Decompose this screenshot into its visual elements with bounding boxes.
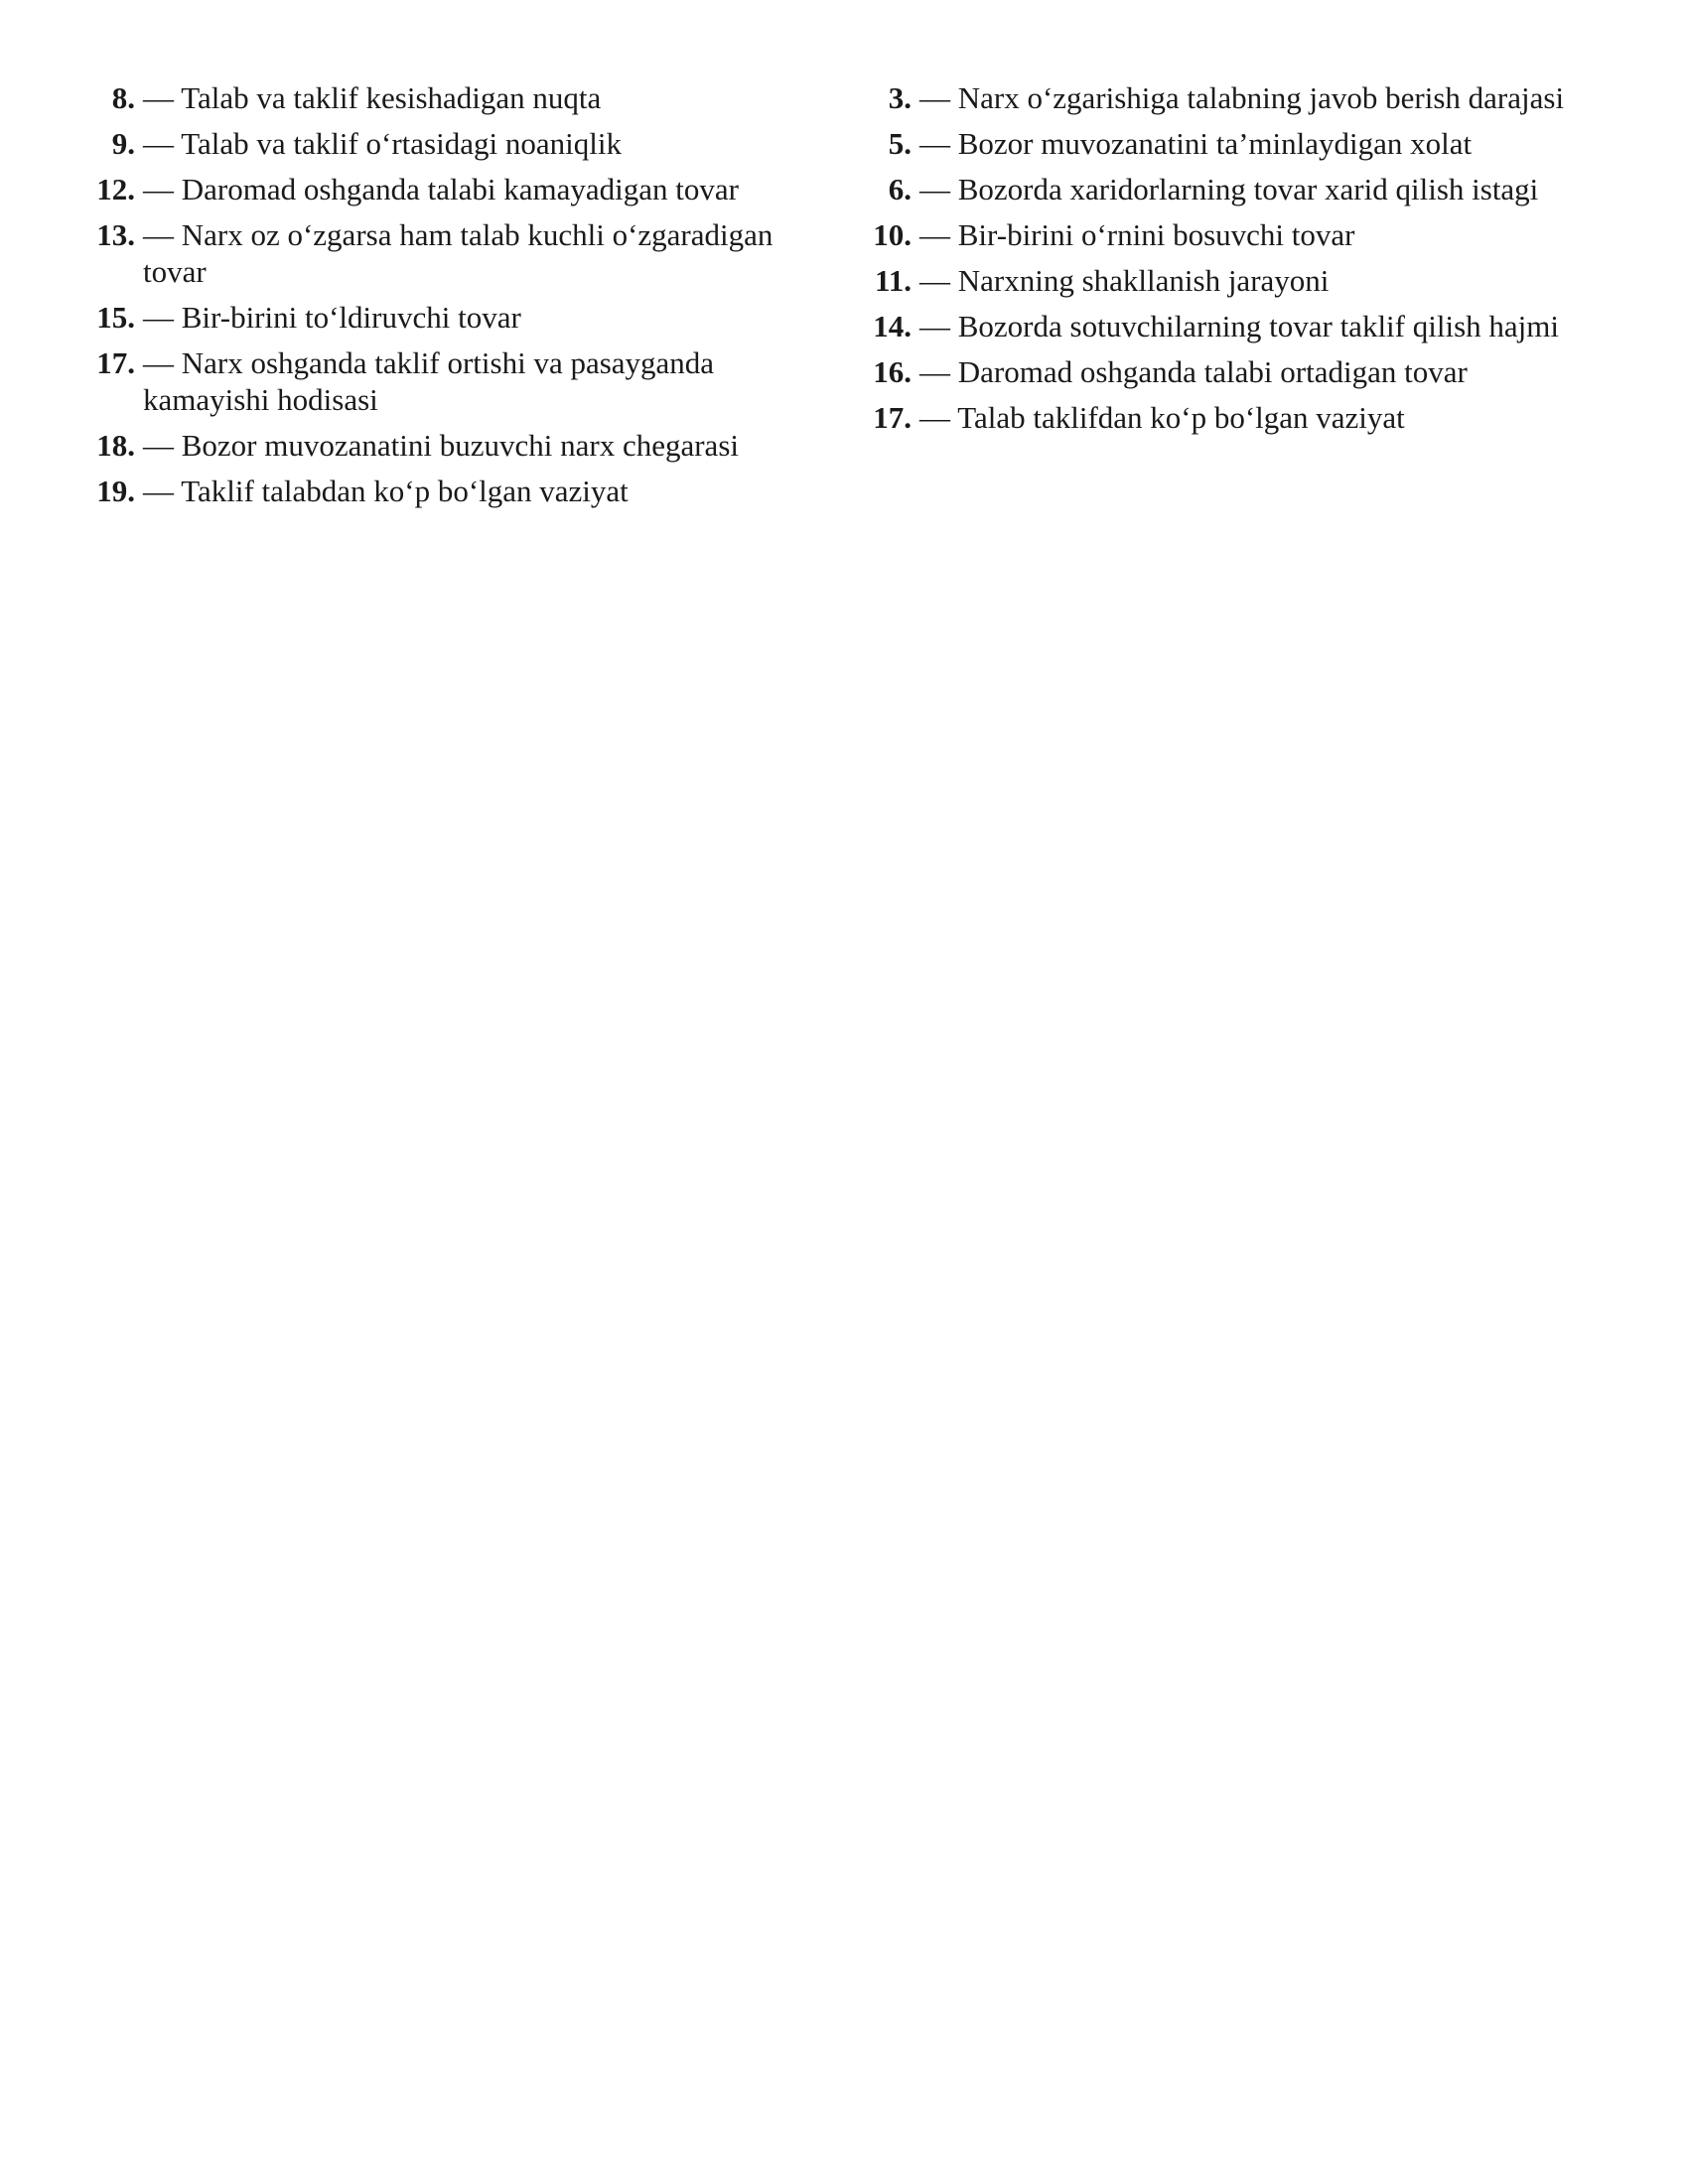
clue-number: 18. xyxy=(96,428,135,463)
clue-number: 16. xyxy=(873,354,912,389)
clue-text: — Bozorda sotuvchilarning tovar taklif qilish hajmi xyxy=(919,309,1559,343)
clue-text: — Bozor muvozanatini ta’minlaydigan xolat xyxy=(919,126,1473,161)
clue-number: 3. xyxy=(888,80,912,115)
clue-number: 12. xyxy=(96,172,135,206)
clue-entry xyxy=(89,125,804,162)
clue-number: 5. xyxy=(888,126,912,161)
clue-text: — Narx oshganda taklif ortishi va pasayganda kamayishi hodisasi xyxy=(143,345,715,417)
clue-text: — Bozor muvozanatini buzuvchi narx chegarasi xyxy=(143,428,739,463)
right-clue-column xyxy=(866,79,1620,445)
clue-text: — Talab va taklif kesishadigan nuqta xyxy=(143,80,602,115)
clue-entry xyxy=(89,171,804,207)
clue-entry xyxy=(866,262,1620,299)
clue-text: — Daromad oshganda talabi kamayadigan tovar xyxy=(143,172,739,206)
clue-entry xyxy=(866,79,1620,116)
clue-entry xyxy=(89,427,804,464)
clue-text: — Narx oz o‘zgarsa ham talab kuchli o‘zgaradigan tovar xyxy=(143,217,774,289)
clue-entry xyxy=(866,399,1620,436)
clue-number: 9. xyxy=(111,126,135,161)
clue-number: 10. xyxy=(873,217,912,252)
clue-text: — Bir-birini o‘rnini bosuvchi tovar xyxy=(919,217,1355,252)
clue-text: — Bozorda xaridorlarning tovar xarid qilish istagi xyxy=(919,172,1539,206)
clue-entry xyxy=(89,473,804,509)
clue-number: 17. xyxy=(96,345,135,380)
clue-text: — Narx o‘zgarishiga talabning javob berish darajasi xyxy=(919,80,1565,115)
clue-number: 13. xyxy=(96,217,135,252)
clue-number: 8. xyxy=(111,80,135,115)
clue-number: 11. xyxy=(874,263,912,298)
clue-entry xyxy=(89,216,804,290)
clue-number: 17. xyxy=(873,400,912,435)
clue-number: 19. xyxy=(96,474,135,508)
clue-entry xyxy=(89,79,804,116)
clue-entry xyxy=(866,216,1620,253)
clue-text: — Taklif talabdan ko‘p bo‘lgan vaziyat xyxy=(143,474,629,508)
clue-text: — Bir-birini to‘ldiruvchi tovar xyxy=(143,300,521,335)
clue-text: — Daromad oshganda talabi ortadigan tovar xyxy=(919,354,1468,389)
clue-number: 6. xyxy=(888,172,912,206)
clue-text: — Narxning shakllanish jarayoni xyxy=(919,263,1330,298)
clue-entry xyxy=(866,125,1620,162)
clue-text: — Talab va taklif o‘rtasidagi noaniqlik xyxy=(143,126,622,161)
clue-entry xyxy=(866,308,1620,344)
clue-entry xyxy=(89,344,804,418)
clue-entry xyxy=(866,171,1620,207)
clue-text: — Talab taklifdan ko‘p bo‘lgan vaziyat xyxy=(919,400,1405,435)
left-clue-column xyxy=(89,79,804,518)
clue-entry xyxy=(89,299,804,336)
clue-number: 15. xyxy=(96,300,135,335)
clue-entry xyxy=(866,353,1620,390)
clue-number: 14. xyxy=(873,309,912,343)
